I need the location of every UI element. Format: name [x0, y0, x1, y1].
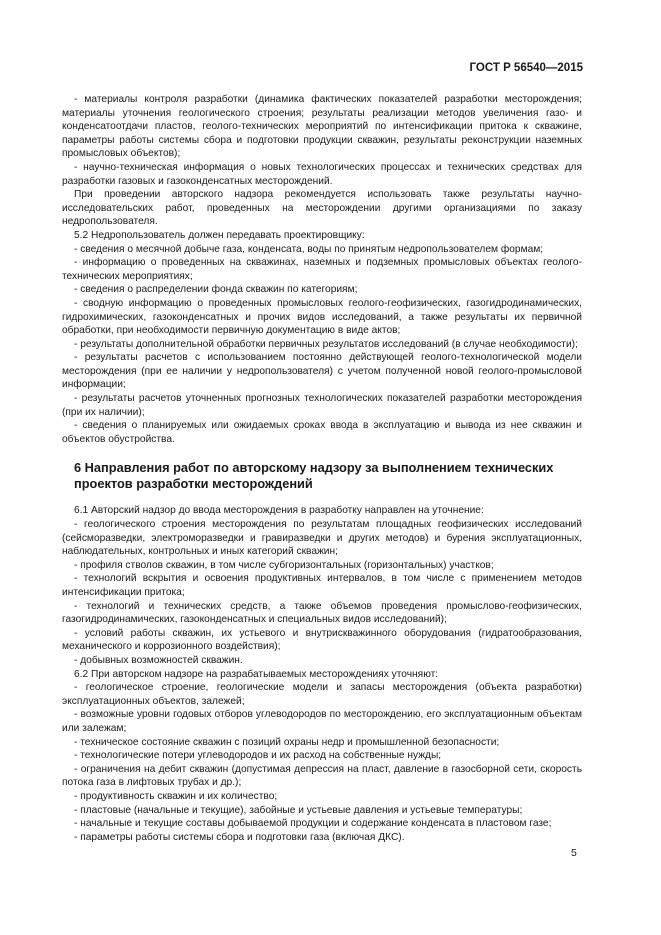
paragraph-block-5	[62, 93, 582, 446]
paragraph-block-6	[62, 504, 582, 844]
paragraph: - добывных возможностей скважин.	[74, 654, 243, 666]
paragraph: - пластовые (начальные и текущие), забойные и устьевые давления и устьевые температуры;	[74, 804, 523, 816]
paragraph: - результаты расчетов уточненных прогнозных технологических показателей разработки месторождения (при их наличии);	[62, 393, 582, 418]
paragraph: - сведения о месячной добыче газа, конденсата, воды по принятым недропользователем формам;	[74, 243, 544, 255]
paragraph: - сводную информацию о проведенных промысловых геолого-геофизических, газогидродинамических, гидрохимических, газоконденсатных и прочих видов исследований, а также результаты их первичной обработки, при необходимости первичную документацию в виде актов;	[62, 297, 582, 337]
paragraph: - продуктивность скважин и их количество;	[74, 790, 278, 802]
paragraph: - профиля стволов скважин, в том числе субгоризонтальных (горизонтальных) участков;	[74, 559, 494, 571]
paragraph: - геологическое строение, геологические модели и запасы месторождения (объекта разработки) эксплуатационных объектов, залежей;	[62, 682, 582, 707]
paragraph: 6.2 При авторском надзоре на разрабатываемых месторождениях уточняют:	[74, 668, 439, 680]
paragraph: - результаты расчетов с использованием постоянно действующей геолого-технологической модели месторождения (при ее наличии у недропользователя) с учетом полученной новой геолого-промысловой информации;	[62, 352, 582, 391]
paragraph: - параметры работы системы сбора и подготовки газа (включая ДКС).	[74, 831, 405, 843]
paragraph: - технологий вскрытия и освоения продуктивных интервалов, в том числе с применением методов интенсификации притока;	[62, 573, 582, 598]
paragraph: При проведении авторского надзора рекомендуется использовать также результаты научно-исследовательских работ, проведенных на месторождении другими организациями по заказу недропользователя.	[62, 189, 582, 228]
paragraph: - материалы контроля разработки (динамика фактических показателей разработки месторождения; материалы уточнения геологического строения; результаты реализации методов увеличения газо- и конденсатоотдачи пластов, геолого-технических мероприятий по интенсификации притока к скважине, параметры работы системы сбора и подготовки продукции скважин, результаты реконструкции наземных промысловых объектов);	[62, 94, 582, 160]
paragraph: - результаты дополнительной обработки первичных результатов исследований (в случае необходимости);	[74, 338, 578, 350]
paragraph: - технологий и технических средств, а также объемов проведения промыслово-геофизических, газогидродинамических, газоконденсатных и специальных видов исследований);	[62, 600, 582, 626]
paragraph: - условий работы скважин, их устьевого и внутрискважинного оборудования (гидратообразования, механического и коррозионного воздействия);	[62, 627, 582, 653]
paragraph: - ограничения на дебит скважин (допустимая депрессия на пласт, давление в газосборной сети, скорость потока газа в лифтовых трубах и др.);	[62, 763, 582, 789]
paragraph: - информацию о проведенных на скважинах, наземных и подземных промысловых объектах геолого-технических мероприятиях;	[62, 257, 582, 282]
standard-header: ГОСТ Р 56540—2015	[469, 62, 583, 74]
paragraph: - техническое состояние скважин с позиций охраны недр и промышленной безопасности;	[74, 736, 500, 748]
paragraph: - научно-техническая информация о новых технологических процессах и технических средствах для разработки газовых и газоконденсатных месторождений.	[62, 161, 582, 187]
paragraph: - сведения о распределении фонда скважин по категориям;	[74, 284, 358, 296]
page-number: 5	[571, 847, 577, 859]
paragraph: 5.2 Недропользователь должен передавать проектировщику:	[74, 229, 365, 241]
paragraph: - геологического строения месторождения по результатам площадных геофизических исследований (сейсморазведки, электроморазведки и гравиразведки и других методов) и бурения эксплуатационных, наблюдательных, контрольных и иных категорий скважин;	[62, 519, 582, 558]
paragraph: - сведения о планируемых или ожидаемых сроках ввода в эксплуатацию и вывода из нее скважин и объектов обустройства.	[62, 420, 582, 445]
paragraph: - начальные и текущие составы добываемой продукции и содержание конденсата в пластовом газе;	[74, 818, 552, 830]
section-title: 6 Направления работ по авторскому надзору за выполнением технических проектов разработки месторождений	[74, 460, 554, 492]
paragraph: - технологические потери углеводородов и их расход на собственные нужды;	[74, 750, 442, 762]
paragraph: - возможные уровни годовых отборов углеводородов по месторождению, его эксплуатационным объектам или залежам;	[62, 709, 582, 734]
paragraph: 6.1 Авторский надзор до ввода месторождения в разработку направлен на уточнение:	[74, 505, 484, 517]
page-body	[62, 93, 582, 844]
